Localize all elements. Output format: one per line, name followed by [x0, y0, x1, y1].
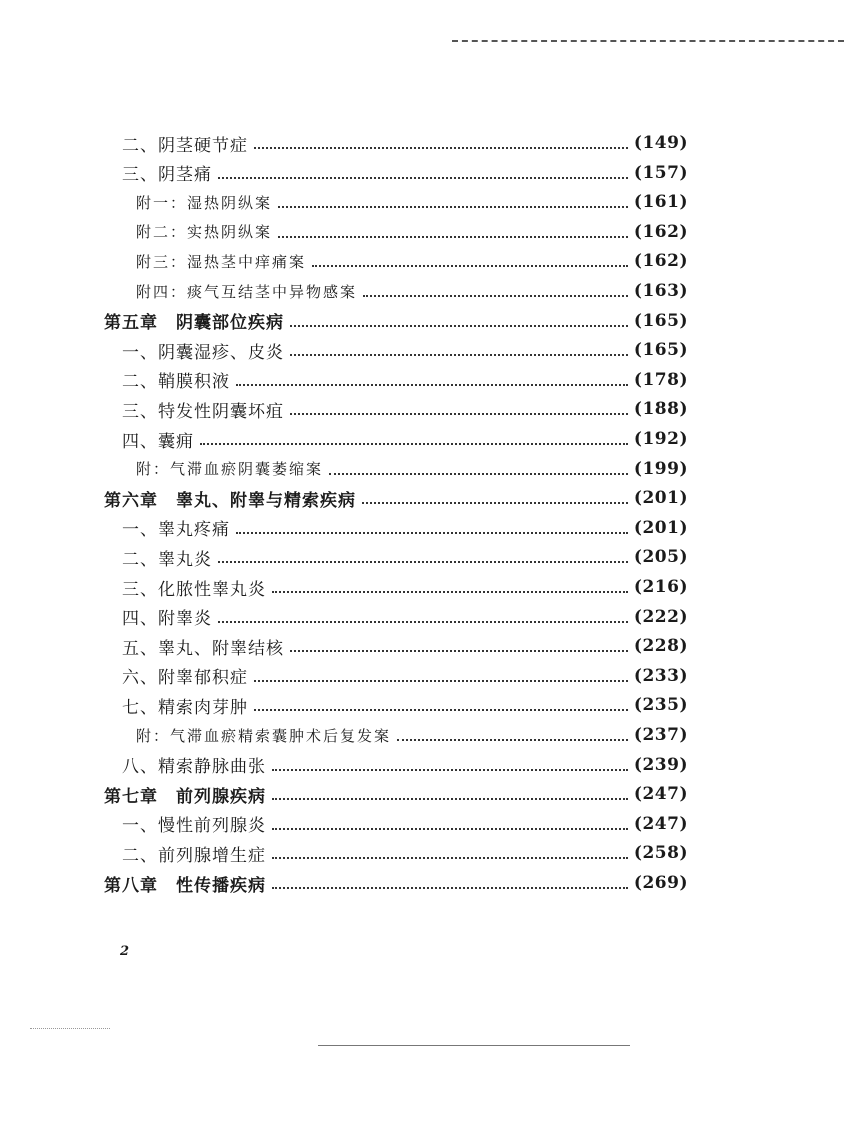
toc-entry[interactable]	[122, 661, 688, 691]
toc-entry[interactable]	[136, 720, 688, 750]
toc-entry[interactable]	[122, 365, 688, 395]
toc-entry-title: 八、精索静脉曲张	[122, 757, 266, 778]
toc-leader-dots	[200, 443, 628, 445]
toc-entry-page: (199)	[633, 458, 688, 479]
toc-entry-title: 附一：湿热阴纵案	[136, 193, 273, 212]
toc-leader-dots	[272, 769, 628, 771]
toc-entry[interactable]	[104, 306, 688, 336]
toc-entry-page: (201)	[633, 488, 688, 509]
toc-entry-title: 四、附睾炎	[122, 609, 212, 630]
toc-leader-dots	[218, 621, 628, 623]
toc-entry-page: (163)	[633, 281, 688, 301]
toc-entry-title: 附三：湿热茎中痒痛案	[136, 252, 307, 271]
toc-entry-title: 附四：痰气互结茎中异物感案	[136, 282, 358, 301]
toc-leader-dots	[290, 413, 628, 415]
toc-entry-page: (149)	[633, 133, 688, 153]
scan-artifact-bottom-left	[30, 1028, 110, 1029]
toc-entry-title: 附：气滞血瘀阴囊萎缩案	[136, 460, 324, 479]
toc-entry-title: 三、阴茎痛	[122, 165, 212, 186]
toc-entry-page: (269)	[633, 873, 688, 893]
toc-entry-page: (157)	[633, 162, 688, 183]
toc-entry[interactable]	[104, 483, 688, 513]
toc-leader-dots	[278, 206, 628, 208]
toc-entry[interactable]	[122, 690, 688, 720]
toc-leader-dots	[290, 354, 628, 356]
toc-entry-title: 四、囊痈	[122, 431, 194, 452]
toc-leader-dots	[272, 857, 628, 859]
toc-leader-dots	[218, 561, 628, 563]
toc-entry-title: 一、睾丸疼痛	[122, 520, 230, 541]
toc-entry-page: (165)	[633, 340, 688, 361]
toc-entry-page: (258)	[633, 843, 688, 864]
toc-entry-page: (247)	[633, 813, 688, 834]
toc-entry-page: (205)	[633, 547, 688, 568]
toc-leader-dots	[290, 650, 628, 652]
toc-leader-dots	[312, 265, 628, 267]
toc-entry-page: (201)	[633, 517, 688, 538]
toc-entry[interactable]	[104, 779, 688, 809]
toc-entry[interactable]	[122, 394, 688, 424]
toc-entry-page: (237)	[633, 725, 688, 745]
toc-leader-dots	[290, 325, 628, 327]
toc-entry[interactable]	[122, 335, 688, 365]
toc-entry[interactable]	[122, 602, 688, 632]
toc-entry[interactable]	[122, 128, 688, 158]
toc-entry[interactable]	[122, 158, 688, 188]
toc-entry-title: 二、阴茎硬节症	[122, 135, 248, 156]
toc-entry-title: 附：气滞血瘀精索囊肿术后复发案	[136, 726, 392, 745]
toc-leader-dots	[236, 384, 628, 386]
toc-entry[interactable]	[104, 868, 688, 898]
toc-entry[interactable]	[136, 246, 688, 276]
toc-entry-page: (162)	[633, 221, 688, 242]
toc-leader-dots	[272, 798, 628, 800]
toc-entry-title: 第五章 阴囊部位疾病	[104, 313, 284, 334]
toc-entry-title: 二、鞘膜积液	[122, 372, 230, 393]
toc-entry-title: 附二：实热阴纵案	[136, 223, 273, 242]
toc-entry[interactable]	[122, 572, 688, 602]
toc-entry-title: 二、前列腺增生症	[122, 845, 266, 866]
toc-leader-dots	[254, 680, 628, 682]
toc-leader-dots	[254, 709, 628, 711]
toc-leader-dots	[272, 828, 628, 830]
toc-leader-dots	[362, 502, 628, 504]
toc-entry-page: (233)	[633, 665, 688, 686]
toc-entry-title: 一、阴囊湿疹、皮炎	[122, 342, 284, 363]
toc-entry-title: 三、特发性阴囊坏疽	[122, 401, 284, 422]
toc-entry-page: (161)	[633, 192, 688, 213]
toc-leader-dots	[218, 177, 628, 179]
toc-entry[interactable]	[122, 631, 688, 661]
toc-entry-page: (247)	[633, 784, 688, 805]
toc-entry[interactable]	[122, 424, 688, 454]
toc-entry-page: (216)	[633, 577, 688, 597]
toc-leader-dots	[254, 147, 628, 149]
toc-entry[interactable]	[122, 809, 688, 839]
page-number: 2	[120, 944, 130, 959]
toc-entry-title: 五、睾丸、附睾结核	[122, 638, 284, 659]
toc-leader-dots	[329, 473, 628, 475]
toc-entry-page: (162)	[633, 251, 688, 272]
toc-leader-dots	[363, 295, 628, 297]
toc-leader-dots	[236, 532, 628, 534]
toc-entry[interactable]	[136, 187, 688, 217]
toc-entry-page: (178)	[633, 369, 688, 390]
toc-entry[interactable]	[136, 454, 688, 484]
toc-entry-title: 二、睾丸炎	[122, 549, 212, 570]
toc-entry[interactable]	[122, 750, 688, 780]
toc-entry-page: (239)	[633, 754, 688, 775]
toc-entry-page: (235)	[633, 695, 688, 716]
toc-entry-page: (165)	[633, 310, 688, 331]
toc-leader-dots	[272, 591, 628, 593]
toc-entry-page: (228)	[633, 636, 688, 657]
toc-entry[interactable]	[136, 276, 688, 306]
toc-entry-title: 第八章 性传播疾病	[104, 875, 266, 896]
toc-entry[interactable]	[122, 542, 688, 572]
scan-artifact-top	[452, 40, 844, 42]
toc-entry-page: (188)	[633, 399, 688, 420]
toc-entry-title: 七、精索肉芽肿	[122, 697, 248, 718]
toc-entry[interactable]	[122, 838, 688, 868]
toc-leader-dots	[397, 739, 628, 741]
toc-entry-page: (222)	[633, 606, 688, 627]
toc-entry-title: 一、慢性前列腺炎	[122, 816, 266, 837]
scan-artifact-bottom	[318, 1045, 630, 1046]
toc-entry-title: 三、化脓性睾丸炎	[122, 579, 266, 600]
toc-leader-dots	[278, 236, 628, 238]
toc-entry[interactable]	[122, 513, 688, 543]
toc-entry-title: 第七章 前列腺疾病	[104, 786, 266, 807]
toc-entry-title: 第六章 睾丸、附睾与精索疾病	[104, 490, 356, 511]
toc-leader-dots	[272, 887, 628, 889]
toc-entry-page: (192)	[633, 429, 688, 449]
toc-entry-title: 六、附睾郁积症	[122, 668, 248, 689]
toc-entry[interactable]	[136, 217, 688, 247]
